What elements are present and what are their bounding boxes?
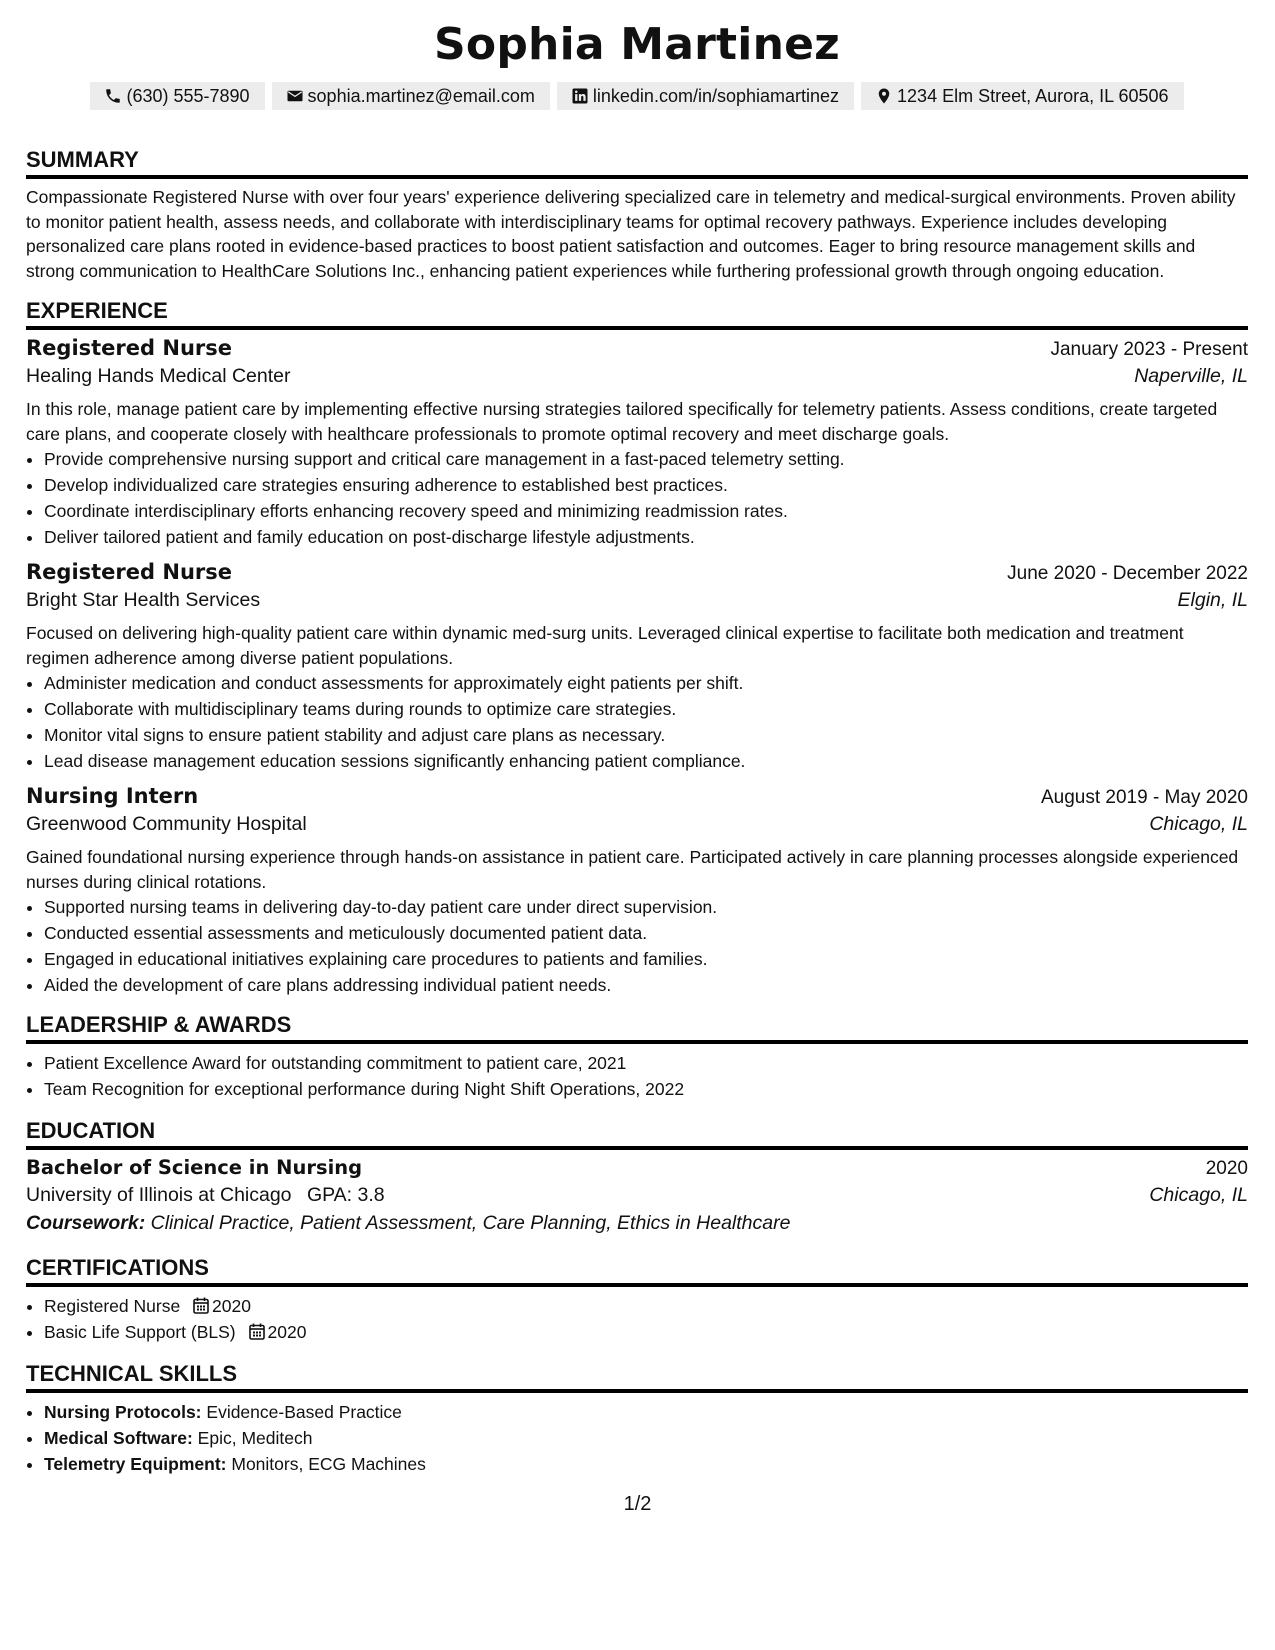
skill-label: Medical Software: [44, 1428, 193, 1448]
job-entry [26, 336, 1248, 550]
section-heading: SUMMARY [26, 147, 1248, 179]
page-number: 1/2 [623, 1493, 652, 1515]
list-item [44, 1293, 1248, 1319]
education-section [26, 1118, 1248, 1235]
experience-section [26, 298, 1248, 998]
gpa: GPA: 3.8 [306, 1184, 385, 1206]
list-item: • Aided the development of care plans addressing individual patient needs. [44, 972, 1248, 998]
section-heading: EXPERIENCE [26, 298, 1248, 330]
coursework-list: Clinical Practice, Patient Assessment, Care Planning, Ethics in Healthcare [150, 1212, 791, 1234]
list-item: • Monitor vital signs to ensure patient stability and adjust care plans as necessary. [44, 722, 1248, 748]
list-item: • Deliver tailored patient and family education on post-discharge lifestyle adjustments. [44, 524, 1248, 550]
certification-year: 2020 [267, 1322, 307, 1342]
list-item [44, 1451, 1248, 1477]
job-dates: June 2020 - December 2022 [1007, 563, 1248, 584]
envelope-icon [286, 87, 304, 105]
job-title: Registered Nurse [26, 560, 232, 584]
summary-section [26, 147, 1248, 283]
contact-address: 1234 Elm Street, Aurora, IL 60506 [861, 82, 1184, 110]
job-location: Naperville, IL [1134, 365, 1248, 387]
graduation-year: 2020 [1205, 1158, 1248, 1179]
list-item: • Collaborate with multidisciplinary teams during rounds to optimize care strategies. [44, 696, 1248, 722]
list-item [44, 1425, 1248, 1451]
calendar-icon [193, 1297, 209, 1314]
job-bullets [26, 894, 1248, 998]
job-title: Registered Nurse [26, 336, 232, 360]
list-item: • Lead disease management education sessions significantly enhancing patient compliance. [44, 748, 1248, 774]
awards-section [26, 1012, 1248, 1102]
resume-page [26, 18, 1248, 1477]
job-entry [26, 560, 1248, 774]
certification-name: Registered Nurse [44, 1296, 181, 1316]
skill-label: Telemetry Equipment: [44, 1454, 227, 1474]
job-location: Elgin, IL [1177, 589, 1248, 611]
education-entry [26, 1156, 1248, 1235]
school-location: Chicago, IL [1149, 1184, 1248, 1206]
section-heading: LEADERSHIP & AWARDS [26, 1012, 1248, 1044]
job-employer: Bright Star Health Services [26, 589, 261, 611]
job-description: Focused on delivering high-quality patient care within dynamic med-surg units. Leveraged clinical expertise to facilitate both medication and treatment regimen adherence among diverse patient populations. [26, 623, 1184, 668]
candidate-name: Sophia Martinez [434, 19, 840, 70]
phone-icon [104, 87, 122, 105]
list-item: • Supported nursing teams in delivering day-to-day patient care under direct supervision. [44, 894, 1248, 920]
certifications-list [26, 1293, 1248, 1345]
list-item: • Develop individualized care strategies ensuring adherence to established best practices. [44, 472, 1248, 498]
calendar-icon [249, 1323, 265, 1340]
job-employer: Healing Hands Medical Center [26, 365, 291, 387]
section-heading: CERTIFICATIONS [26, 1255, 1248, 1287]
list-item: • Patient Excellence Award for outstanding commitment to patient care, 2021 [44, 1050, 1248, 1076]
job-location: Chicago, IL [1149, 813, 1248, 835]
list-item: • Conducted essential assessments and meticulously documented patient data. [44, 920, 1248, 946]
job-bullets [26, 670, 1248, 774]
skills-list [26, 1399, 1248, 1477]
skills-section [26, 1361, 1248, 1477]
list-item: • Administer medication and conduct assessments for approximately eight patients per shift. [44, 670, 1248, 696]
skill-label: Nursing Protocols: [44, 1402, 202, 1422]
list-item: • Provide comprehensive nursing support and critical care management in a fast-paced telemetry setting. [44, 446, 1248, 472]
list-item: • Coordinate interdisciplinary efforts enhancing recovery speed and minimizing readmission rates. [44, 498, 1248, 524]
map-pin-icon [875, 87, 893, 105]
job-employer: Greenwood Community Hospital [26, 813, 307, 835]
summary-text: Compassionate Registered Nurse with over four years' experience delivering specialized care in telemetry and medical-surgical environments. Proven ability to monitor patient health, assess needs, and collaborate with interdisciplinary teams for optimal recovery pathways. Experience includes developing personalized care plans rooted in evidence-based practices to boost patient satisfaction and outcomes. Eager to bring resource management skills and strong communication to HealthCare Solutions Inc., enhancing patient experiences while furthering professional growth through ongoing education. [26, 187, 1236, 281]
skill-value: Monitors, ECG Machines [231, 1454, 426, 1474]
degree-name: Bachelor of Science in Nursing [26, 1156, 363, 1179]
certification-year: 2020 [212, 1296, 251, 1316]
job-bullets [26, 446, 1248, 550]
certifications-section [26, 1255, 1248, 1345]
coursework [26, 1212, 1248, 1235]
coursework-label: Coursework: [26, 1212, 146, 1234]
awards-list [26, 1050, 1248, 1102]
list-item: • Engaged in educational initiatives explaining care procedures to patients and families. [44, 946, 1248, 972]
list-item [44, 1319, 1248, 1345]
linkedin-icon [571, 87, 589, 105]
job-entry [26, 784, 1248, 998]
contact-linkedin[interactable]: linkedin.com/in/sophiamartinez [557, 82, 854, 110]
section-heading: TECHNICAL SKILLS [26, 1361, 1248, 1393]
list-item: • Team Recognition for exceptional performance during Night Shift Operations, 2022 [44, 1076, 1248, 1102]
list-item [44, 1399, 1248, 1425]
school-name: University of Illinois at Chicago [26, 1184, 292, 1206]
skill-value: Epic, Meditech [197, 1428, 313, 1448]
job-title: Nursing Intern [26, 784, 199, 808]
certification-name: Basic Life Support (BLS) [44, 1322, 236, 1342]
section-heading: EDUCATION [26, 1118, 1248, 1150]
job-description: In this role, manage patient care by implementing effective nursing strategies tailored specifically for telemetry patients. Assess conditions, create targeted care plans, and cooperate closely with healthcare professionals to promote optimal recovery and meet discharge goals. [26, 399, 1218, 444]
job-description: Gained foundational nursing experience through hands-on assistance in patient care. Participated actively in care planning processes alongside experienced nurses during clinical rotations. [26, 847, 1239, 892]
job-dates: January 2023 - Present [1050, 339, 1248, 360]
contact-bar [26, 82, 1248, 110]
job-dates: August 2019 - May 2020 [1040, 787, 1248, 808]
contact-phone[interactable]: (630) 555-7890 [90, 82, 264, 110]
contact-email[interactable]: sophia.martinez@email.com [272, 82, 550, 110]
skill-value: Evidence-Based Practice [206, 1402, 402, 1422]
